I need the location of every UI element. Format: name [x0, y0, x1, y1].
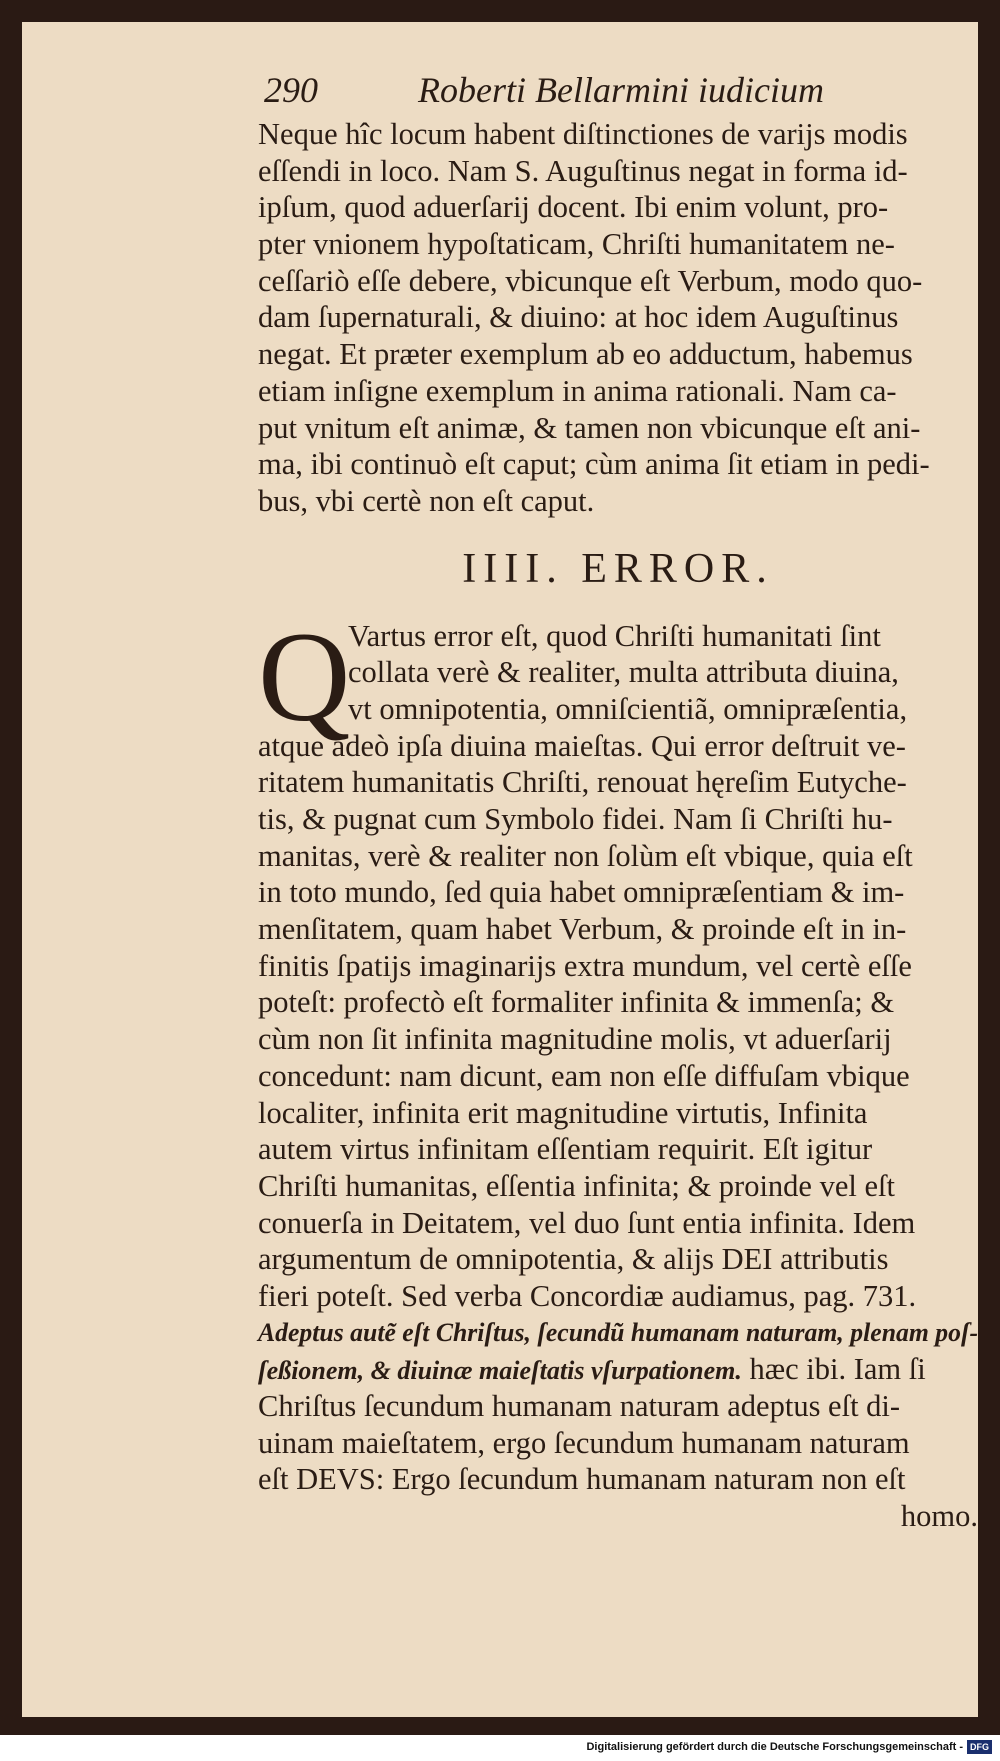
text-line: fieri poteſt. Sed verba Concordiæ audiamus, pag. 731.: [258, 1278, 917, 1313]
quote-line-with-tail: [258, 1351, 978, 1388]
text-line: vt omnipotentia, omniſcientiã, omnipræſentia,: [348, 691, 908, 726]
text-line: Vartus error eſt, quod Chriſti humanitati ſint: [348, 618, 881, 653]
text-line: autem virtus infinitam eſſentiam requirit. Eſt igitur: [258, 1132, 873, 1167]
page-text: [258, 64, 978, 1535]
text-line: argumentum de omnipotentia, & alijs DEI attributis: [258, 1242, 889, 1277]
text-line: eſſendi in loco. Nam S. Auguſtinus negat in forma id-: [258, 153, 908, 188]
dfg-logo-icon: DFG: [967, 1740, 992, 1754]
text-line: localiter, infinita erit magnitudine virtutis, Infinita: [258, 1095, 868, 1130]
text-line: Neque hîc locum habent diſtinctiones de varijs modis: [258, 117, 908, 151]
text-line: atque adeò ipſa diuina maieſtas. Qui error deſtruit ve-: [258, 728, 906, 763]
paragraph-2: [258, 605, 979, 1535]
text-line: ceſſariò eſſe debere, vbicunque eſt Verbum, modo quo-: [258, 263, 923, 298]
last-line: homo.: [900, 1499, 978, 1534]
text-line: dam ſupernaturali, & diuino: at hoc idem Auguſtinus: [258, 300, 899, 335]
paragraph-2-end-lines: [258, 1388, 978, 1498]
page-number: 290: [264, 70, 318, 110]
text-line: concedunt: nam dicunt, eam non eſſe diffuſam vbique: [258, 1058, 910, 1093]
text-line: menſitatem, quam habet Verbum, & proinde eſt in in-: [258, 912, 907, 947]
paragraph-2-lines: [258, 728, 978, 1315]
text-line: manitas, verè & realiter non ſolùm eſt vbique, quia eſt: [258, 838, 913, 873]
text-line: Chriſtus ſecundum humanam naturam adeptus eſt di-: [258, 1389, 901, 1423]
text-line: ipſum, quod aduerſarij docent. Ibi enim volunt, pro-: [258, 190, 889, 225]
credit-text: Digitalisierung gefördert durch die Deutsche Forschungsgemeinschaft -: [586, 1741, 963, 1753]
text-line: poteſt: profectò eſt formaliter infinita & immenſa; &: [258, 985, 895, 1020]
text-line: eſt DEVS: Ergo ſecundum humanam naturam non eſt: [258, 1462, 906, 1497]
text-line: conuerſa in Deitatem, vel duo ſunt entia infinita. Idem: [258, 1205, 916, 1240]
text-line: etiam inſigne exemplum in anima rationali. Nam ca-: [258, 373, 897, 408]
text-line: in toto mundo, ſed quia habet omnipræſentiam & im-: [258, 875, 905, 910]
text-line: ritatem humanitatis Chriſti, renouat hęreſim Eutyche-: [258, 765, 907, 800]
running-header: [258, 64, 978, 116]
text-line: cùm non ſit infinita magnitudine molis, vt aduerſarij: [258, 1022, 892, 1057]
quote-tail: hæc ibi. Iam ſi: [741, 1352, 926, 1387]
text-line: bus, vbi certè non eſt caput.: [258, 483, 595, 518]
drop-cap-lines: [258, 618, 978, 728]
paragraph-1: [258, 116, 978, 520]
quote-line: Adeptus autẽ eſt Chriſtus, ſecundũ humanam naturam, plenam poſ-: [258, 1317, 979, 1347]
text-line: uinam maieſtatem, ergo ſecundum humanam naturam: [258, 1425, 910, 1460]
text-line: tis, & pugnat cum Symbolo fidei. Nam ſi Chriſti hu-: [258, 802, 893, 836]
text-line: negat. Et præter exemplum ab eo adductum, habemus: [258, 337, 913, 372]
text-line: pter vnionem hypoſtaticam, Chriſti humanitatem ne-: [258, 227, 895, 262]
quote-line: ſeßionem, & diuinæ maieſtatis vſurpationem.: [258, 1356, 742, 1386]
text-line: ma, ibi continuò eſt caput; cùm anima ſit etiam in pedi-: [258, 447, 930, 482]
text-line: Chriſti humanitas, eſſentia infinita; & proinde vel eſt: [258, 1168, 895, 1203]
text-line: put vnitum eſt animæ, & tamen non vbicunque eſt ani-: [258, 410, 921, 445]
drop-cap: Q: [258, 605, 351, 748]
running-head-title: Roberti Bellarmini iudicium: [418, 70, 824, 110]
section-title: IIII. ERROR.: [462, 545, 774, 592]
text-line: collata verè & realiter, multa attributa diuina,: [348, 655, 899, 690]
digitization-credit: [586, 1740, 992, 1754]
text-line: finitis ſpatijs imaginarijs extra mundum, vel certè eſſe: [258, 948, 912, 983]
